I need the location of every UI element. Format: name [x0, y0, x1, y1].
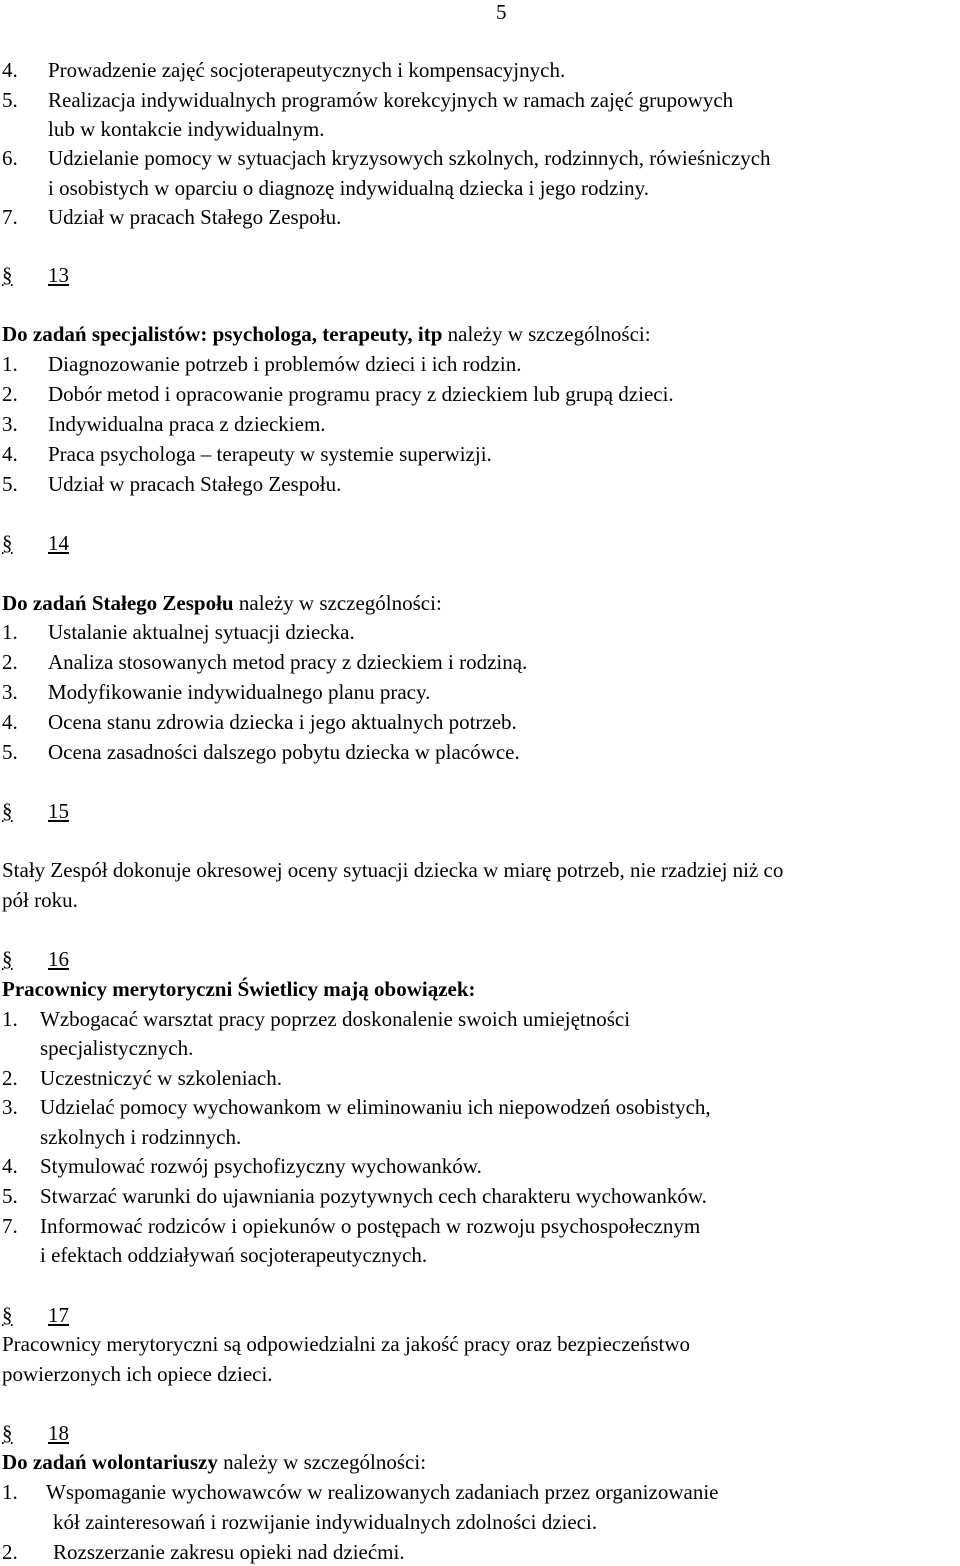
- list-item-text: Uczestniczyć w szkoleniach.: [40, 1066, 282, 1090]
- paragraph-line: Stały Zespół dokonuje okresowej oceny sytuacji dziecka w miarę potrzeb, nie rzadziej niż co: [2, 858, 784, 882]
- list-item-text: Wzbogacać warsztat pracy poprzez doskonalenie swoich umiejętności: [40, 1007, 631, 1031]
- section-intro: [2, 979, 476, 1000]
- list-item-text: Indywidualna praca z dzieckiem.: [48, 412, 326, 436]
- list-item-text: i osobistych w oparciu o diagnozę indywidualną dziecka i jego rodziny.: [48, 176, 650, 200]
- intro-bold: Do zadań specjalistów: psychologa, terapeuty, itp: [2, 322, 443, 346]
- list-number: 1.: [2, 1007, 18, 1031]
- list-item-text: Dobór metod i opracowanie programu pracy z dzieckiem lub grupą dzieci.: [48, 382, 674, 406]
- list-item-text: Analiza stosowanych metod pracy z dzieckiem i rodziną.: [48, 650, 528, 674]
- list-number: 5.: [2, 88, 18, 112]
- intro-bold: Pracownicy merytoryczni Świetlicy mają obowiązek:: [2, 977, 476, 1001]
- list-item-text: szkolnych i rodzinnych.: [40, 1125, 242, 1149]
- list-number: 7.: [2, 205, 18, 229]
- list-number: 3.: [2, 680, 18, 704]
- list-item-text: Praca psychologa – terapeuty w systemie superwizji.: [48, 442, 492, 466]
- section-heading-13: [2, 265, 69, 286]
- list-number: 1.: [2, 620, 18, 644]
- section-heading-15: [2, 801, 69, 822]
- section-symbol: §: [2, 799, 13, 823]
- list-item-text: Diagnozowanie potrzeb i problemów dzieci i ich rodzin.: [48, 352, 522, 376]
- list-number: 2.: [2, 382, 18, 406]
- list-number: 4.: [2, 442, 18, 466]
- page-number: 5: [496, 0, 507, 24]
- section-intro: [2, 324, 651, 345]
- list-item-text: Prowadzenie zajęć socjoterapeutycznych i kompensacyjnych.: [48, 58, 566, 82]
- intro-bold: Do zadań Stałego Zespołu: [2, 591, 234, 615]
- section-symbol: §: [2, 531, 13, 555]
- list-item-text: Stymulować rozwój psychofizyczny wychowanków.: [40, 1154, 482, 1178]
- paragraph-line: powierzonych ich opiece dzieci.: [2, 1362, 273, 1386]
- intro-bold: Do zadań wolontariuszy: [2, 1450, 218, 1474]
- section-number: 18: [48, 1421, 69, 1445]
- section-symbol: §: [2, 263, 13, 287]
- section-intro: [2, 1452, 426, 1473]
- list-number: 4.: [2, 710, 18, 734]
- intro-rest: należy w szczególności:: [442, 322, 651, 346]
- list-number: 5.: [2, 472, 18, 496]
- section-symbol: §: [2, 1303, 13, 1327]
- list-number: 3.: [2, 1095, 18, 1119]
- list-item-text: i efektach oddziaływań socjoterapeutycznych.: [40, 1243, 428, 1267]
- list-item-text: Udzielać pomocy wychowankom w eliminowaniu ich niepowodzeń osobistych,: [40, 1095, 711, 1119]
- list-item-text: Ocena stanu zdrowia dziecka i jego aktualnych potrzeb.: [48, 710, 517, 734]
- list-number: 5.: [2, 740, 18, 764]
- section-heading-14: [2, 533, 69, 554]
- list-item-text: Rozszerzanie zakresu opieki nad dziećmi.: [53, 1540, 405, 1564]
- list-number: 5.: [2, 1184, 18, 1208]
- list-number: 7.: [2, 1214, 18, 1238]
- paragraph-line: Pracownicy merytoryczni są odpowiedzialni za jakość pracy oraz bezpieczeństwo: [2, 1332, 691, 1356]
- list-item-text: Udzielanie pomocy w sytuacjach kryzysowych szkolnych, rodzinnych, rówieśniczych: [48, 146, 771, 170]
- section-number: 16: [48, 947, 69, 971]
- section-symbol: §: [2, 947, 13, 971]
- section-number: 13: [48, 263, 69, 287]
- section-heading-17: [2, 1305, 69, 1326]
- list-item-text: Udział w pracach Stałego Zespołu.: [48, 205, 342, 229]
- section-heading-16: [2, 949, 69, 970]
- list-number: 2.: [2, 650, 18, 674]
- list-number: 2.: [2, 1066, 18, 1090]
- list-item-text: Informować rodziców i opiekunów o postępach w rozwoju psychospołecznym: [40, 1214, 701, 1238]
- list-number: 4.: [2, 1154, 18, 1178]
- list-number: 1.: [2, 1480, 18, 1504]
- section-heading-18: [2, 1423, 69, 1444]
- list-item-text: Udział w pracach Stałego Zespołu.: [48, 472, 342, 496]
- list-item-text: Wspomaganie wychowawców w realizowanych zadaniach przez organizowanie: [46, 1480, 719, 1504]
- section-number: 15: [48, 799, 69, 823]
- list-number: 2.: [2, 1540, 18, 1564]
- section-number: 17: [48, 1303, 69, 1327]
- list-number: 6.: [2, 146, 18, 170]
- intro-rest: należy w szczególności:: [217, 1450, 427, 1474]
- section-symbol: §: [2, 1421, 13, 1445]
- list-item-text: specjalistycznych.: [40, 1036, 194, 1060]
- list-item-text: Ustalanie aktualnej sytuacji dziecka.: [48, 620, 355, 644]
- list-item-text: Stwarzać warunki do ujawniania pozytywnych cech charakteru wychowanków.: [40, 1184, 707, 1208]
- section-intro: [2, 593, 442, 614]
- list-item-text: Ocena zasadności dalszego pobytu dziecka w placówce.: [48, 740, 520, 764]
- list-item-text: kół zainteresowań i rozwijanie indywidualnych zdolności dzieci.: [53, 1510, 598, 1534]
- list-number: 4.: [2, 58, 18, 82]
- list-number: 1.: [2, 352, 18, 376]
- list-number: 3.: [2, 412, 18, 436]
- intro-rest: należy w szczególności:: [233, 591, 442, 615]
- list-item-text: Modyfikowanie indywidualnego planu pracy.: [48, 680, 431, 704]
- list-item-text: Realizacja indywidualnych programów korekcyjnych w ramach zajęć grupowych: [48, 88, 734, 112]
- list-item-text: lub w kontakcie indywidualnym.: [48, 117, 325, 141]
- section-number: 14: [48, 531, 69, 555]
- paragraph-line: pół roku.: [2, 888, 78, 912]
